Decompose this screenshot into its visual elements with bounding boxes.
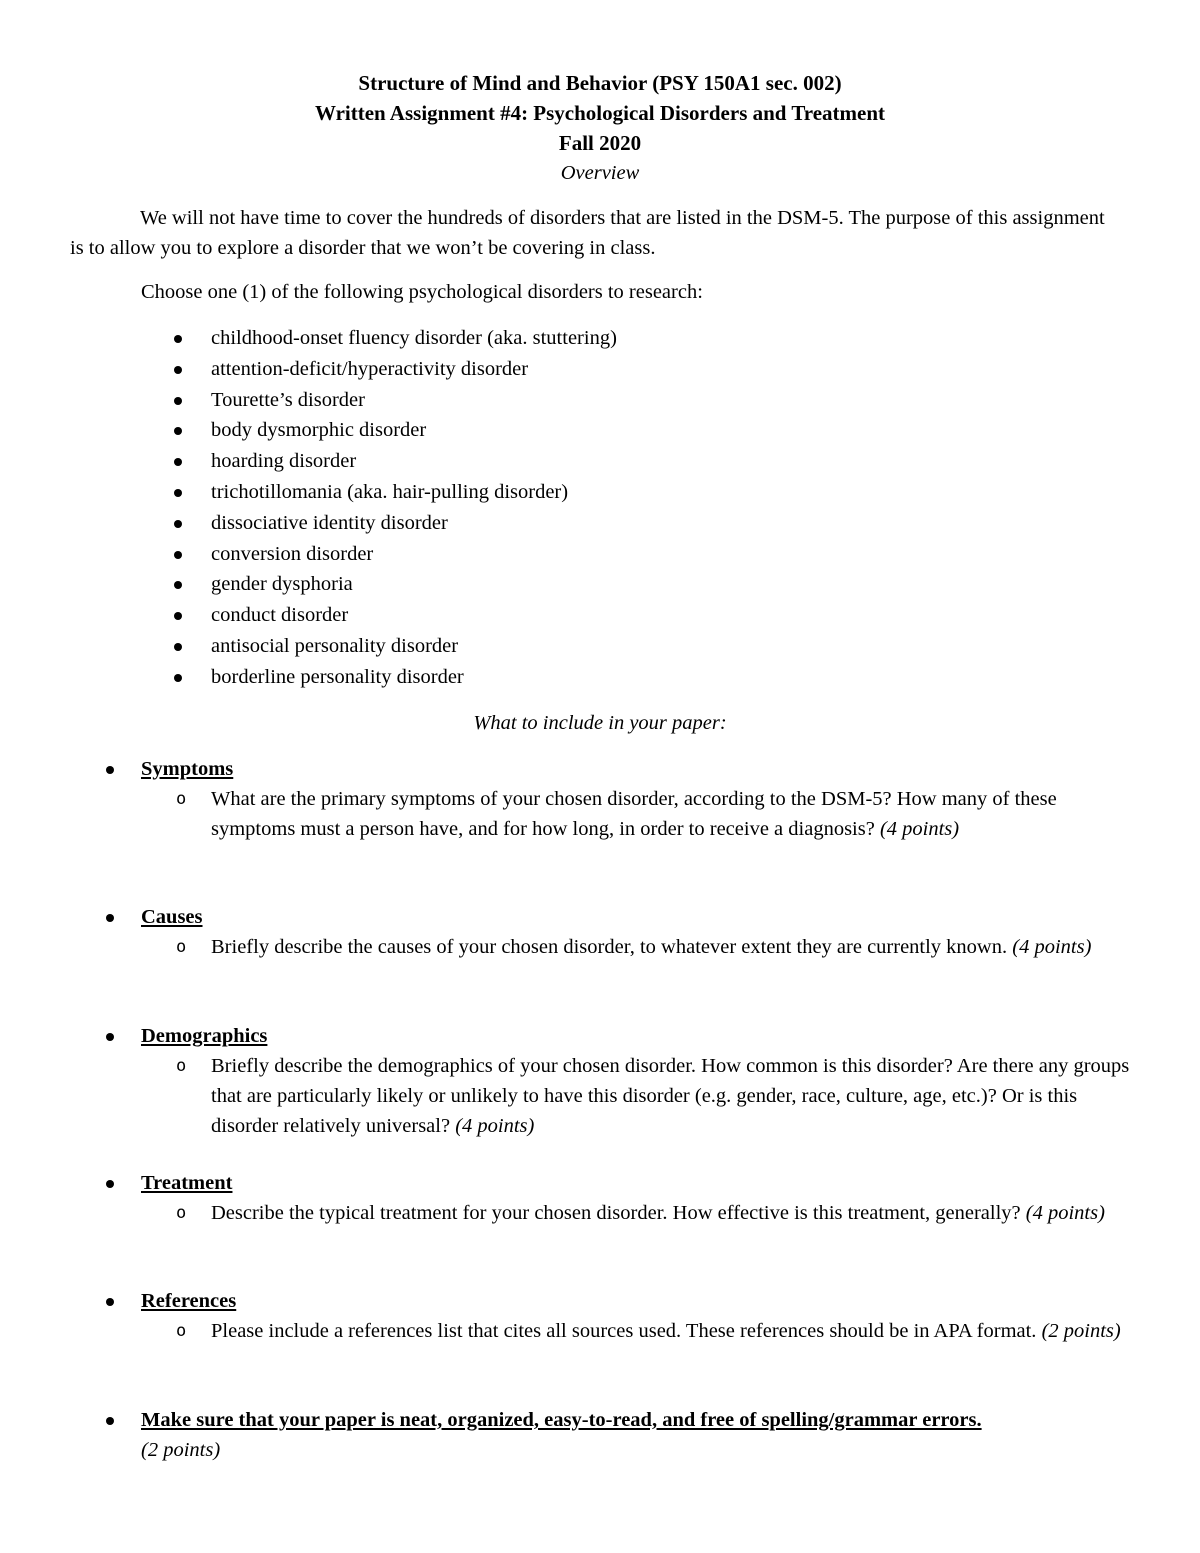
sub-bullet-icon: o: [176, 1203, 187, 1223]
term-label: Fall 2020: [558, 131, 642, 155]
section-text: What are the primary symptoms of your chosen disorder, according to the DSM-5? How many of these symptoms must a person have, and for how long, in order to receive a diagnosis?: [211, 788, 1057, 840]
section-detail: [141, 932, 1141, 962]
disorder-name: dissociative identity disorder: [211, 511, 448, 534]
disorder-name: conduct disorder: [211, 604, 349, 627]
bullet-icon: [174, 458, 182, 466]
points-label: (4 points): [1012, 936, 1092, 958]
bullet-icon: [106, 1298, 114, 1306]
section-heading: Causes: [141, 906, 203, 928]
section-detail: [141, 1316, 1141, 1346]
choose-instruction: Choose one (1) of the following psychological disorders to research:: [141, 281, 703, 303]
overview-heading: Overview: [560, 162, 640, 184]
disorder-name: antisocial personality disorder: [211, 634, 459, 657]
section-detail: [141, 1198, 1141, 1228]
disorder-name: Tourette’s disorder: [211, 388, 365, 411]
bullet-icon: [174, 612, 182, 620]
bullet-icon: [174, 674, 182, 682]
section-detail: [141, 784, 1141, 844]
section-text: Describe the typical treatment for your chosen disorder. How effective is this treatment, generally?: [211, 1202, 1021, 1224]
points-label: (2 points): [141, 1439, 221, 1461]
disorder-name: childhood-onset fluency disorder (aka. stuttering): [211, 327, 617, 349]
disorder-name: body dysmorphic disorder: [211, 419, 427, 442]
bullet-icon: [174, 427, 182, 435]
bullet-icon: [174, 643, 182, 651]
disorder-name: borderline personality disorder: [211, 665, 464, 688]
section-detail: [141, 1051, 1141, 1141]
bullet-icon: [106, 766, 114, 774]
sub-bullet-icon: o: [176, 937, 187, 957]
bullet-icon: [174, 520, 182, 528]
points-label: (4 points): [455, 1115, 535, 1137]
bullet-icon: [174, 551, 182, 559]
bullet-icon: [174, 489, 182, 497]
final-requirements-heading: Make sure that your paper is neat, organized, easy-to-read, and free of spelling/grammar errors.: [141, 1409, 982, 1431]
sub-bullet-icon: o: [176, 1056, 187, 1076]
disorder-name: gender dysphoria: [211, 573, 353, 596]
points-label: (2 points): [1041, 1320, 1121, 1342]
section-heading: Demographics: [141, 1025, 268, 1047]
bullet-icon: [174, 335, 182, 343]
bullet-icon: [106, 1417, 114, 1425]
what-to-include-heading: What to include in your paper:: [473, 712, 727, 734]
bullet-icon: [174, 397, 182, 405]
disorder-name: conversion disorder: [211, 542, 374, 565]
points-label: (4 points): [1025, 1202, 1105, 1224]
disorder-name: trichotillomania (aka. hair-pulling disorder): [211, 480, 569, 503]
bullet-icon: [106, 1180, 114, 1188]
section-text: Briefly describe the causes of your chosen disorder, to whatever extent they are currently known.: [211, 936, 1008, 958]
bullet-icon: [174, 366, 182, 374]
course-title: Structure of Mind and Behavior (PSY 150A1 sec. 002): [358, 71, 842, 95]
bullet-icon: [106, 914, 114, 922]
points-label: (4 points): [879, 818, 960, 840]
bullet-icon: [106, 1033, 114, 1041]
sub-bullet-icon: o: [176, 789, 187, 809]
bullet-icon: [174, 581, 182, 589]
section-heading: Symptoms: [141, 758, 234, 780]
assignment-title: Written Assignment #4: Psychological Disorders and Treatment: [314, 101, 886, 125]
disorder-name: hoarding disorder: [211, 450, 357, 473]
section-text: Briefly describe the demographics of your chosen disorder. How common is this disorder? Are there any groups that are particularly likely or unlikely to have this disorder (e.g. gender, race, culture, age, etc.)? Or is this disorder relatively universal?: [211, 1055, 1130, 1137]
section-heading: Treatment: [141, 1172, 233, 1194]
section-text: Please include a references list that cites all sources used. These references should be in APA format.: [211, 1320, 1037, 1342]
disorder-name: attention-deficit/hyperactivity disorder: [211, 357, 529, 380]
section-heading: References: [141, 1290, 237, 1312]
intro-paragraph: We will not have time to cover the hundreds of disorders that are listed in the DSM-5. The purpose of this assignment is to allow you to explore a disorder that we won’t be covering in class.: [70, 207, 1105, 259]
sub-bullet-icon: o: [176, 1321, 187, 1341]
